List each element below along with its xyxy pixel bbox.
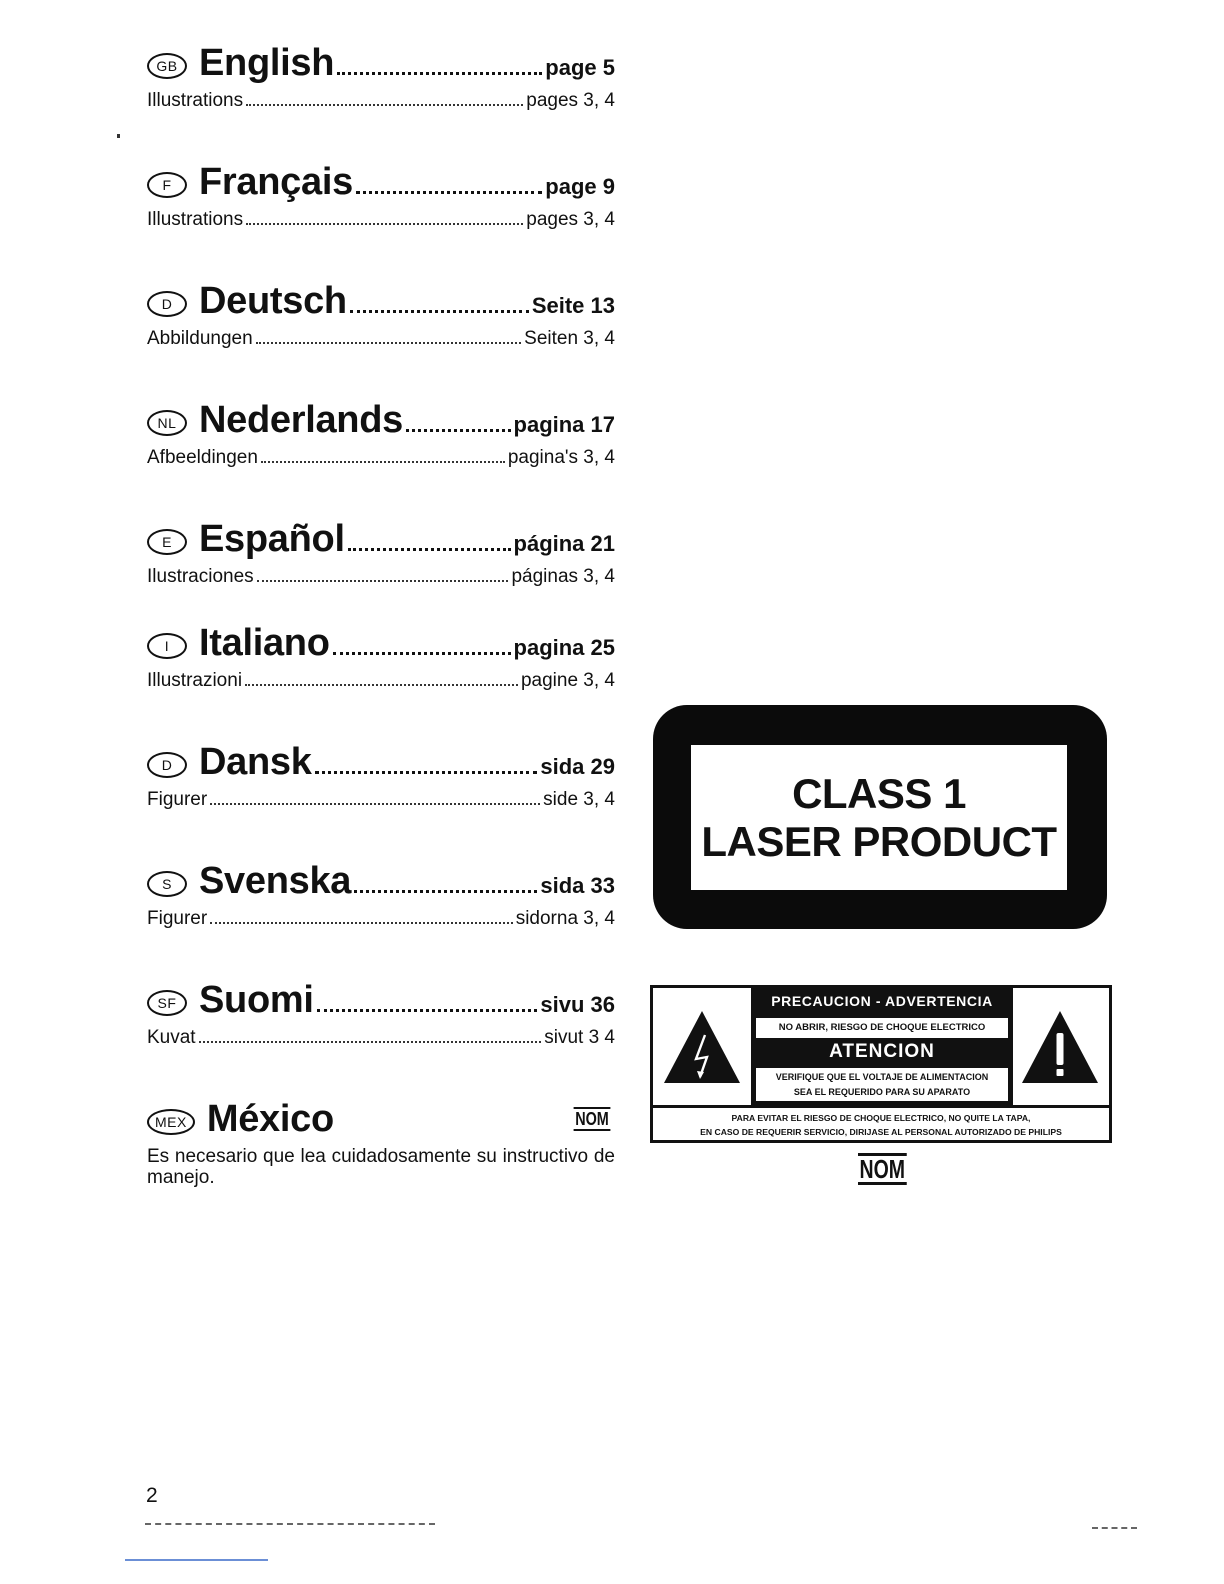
language-title: Italiano (199, 622, 330, 664)
dot-leader (261, 461, 505, 463)
warning-no-open-text: NO ABRIR, RIESGO DE CHOQUE ELECTRICO (756, 1018, 1008, 1038)
service-notice-line-2: EN CASO DE REQUERIR SERVICIO, DIRIJASE AL PERSONAL AUTORIZADO DE PHILIPS (700, 1127, 1062, 1137)
language-title: México (206, 1098, 334, 1140)
language-code-badge: D (147, 752, 187, 778)
dot-leader (246, 223, 523, 225)
language-code-badge: NL (147, 410, 187, 436)
dot-leader (348, 548, 511, 551)
toc-entry-dansk[interactable] (147, 741, 615, 860)
scan-speck (117, 134, 120, 138)
illustrations-label: Afbeeldingen (147, 447, 258, 468)
page-reference: sida 33 (540, 873, 615, 898)
illustrations-pages: side 3, 4 (543, 789, 615, 810)
dot-leader (333, 652, 511, 655)
page-number: 2 (146, 1484, 158, 1507)
page-reference: sivu 36 (540, 992, 615, 1017)
language-code-badge: F (147, 172, 187, 198)
illustrations-pages: sivut 3 4 (544, 1027, 615, 1048)
illustrations-label: Ilustraciones (147, 566, 254, 587)
exclamation-warning-icon (1011, 988, 1109, 1105)
illustrations-label: Illustrations (147, 90, 244, 111)
language-code-badge: MEX (147, 1109, 195, 1135)
toc-entry-francais[interactable] (147, 161, 615, 280)
language-code-badge: S (147, 871, 187, 897)
mexico-instruction-notice: Es necesario que lea cuidadosamente su instructivo de manejo. (147, 1146, 615, 1188)
language-title: Dansk (199, 741, 312, 783)
attention-header: ATENCION (829, 1041, 935, 1062)
lightning-warning-icon (653, 988, 751, 1105)
page-reference: página 21 (513, 531, 615, 556)
page-reference: pagina 25 (513, 635, 615, 660)
page-reference: sida 29 (540, 754, 615, 779)
illustrations-label: Kuvat (147, 1027, 196, 1048)
toc-entry-espanol[interactable] (147, 518, 615, 622)
illustrations-pages: páginas 3, 4 (511, 566, 615, 587)
language-title: Español (199, 518, 345, 560)
language-code-badge: GB (147, 53, 187, 79)
illustrations-label: Figurer (147, 789, 208, 810)
toc-entry-mexico (147, 1098, 615, 1217)
illustrations-pages: Seiten 3, 4 (524, 328, 615, 349)
service-notice-line-1: PARA EVITAR EL RIESGO DE CHOQUE ELECTRICO, NO QUITE LA TAPA, (731, 1113, 1031, 1123)
dot-leader (317, 1009, 538, 1012)
illustrations-label: Figurer (147, 908, 208, 929)
scan-artifact-line (145, 1523, 435, 1525)
toc-entry-italiano[interactable] (147, 622, 615, 741)
page-reference: page 9 (545, 174, 615, 199)
dot-leader (245, 684, 518, 686)
dot-leader (256, 342, 522, 344)
page-reference: page 5 (545, 55, 615, 80)
scan-artifact-line (1092, 1527, 1137, 1529)
language-table-of-contents (147, 42, 615, 1217)
toc-entry-suomi[interactable] (147, 979, 615, 1098)
illustrations-label: Illustrations (147, 209, 244, 230)
voltage-line-2: SEA EL REQUERIDO PARA SU APARATO (793, 1087, 971, 1097)
toc-entry-svenska[interactable] (147, 860, 615, 979)
illustrations-pages: pagine 3, 4 (520, 670, 615, 691)
dot-leader (246, 104, 523, 106)
language-title: Français (199, 161, 353, 203)
page-reference: pagina 17 (513, 412, 615, 437)
dot-leader (315, 771, 538, 774)
voltage-check-text (756, 1068, 1008, 1101)
language-title: Suomi (199, 979, 314, 1021)
dot-leader (210, 922, 513, 924)
dot-leader (337, 72, 542, 75)
illustrations-label: Abbildungen (147, 328, 253, 349)
language-code-badge: D (147, 291, 187, 317)
nom-certification-mark: NOM (859, 1154, 906, 1184)
language-code-badge: SF (147, 990, 187, 1016)
language-title: Deutsch (199, 280, 347, 322)
illustrations-pages: pagina's 3, 4 (507, 447, 615, 468)
electric-shock-warning-label (650, 985, 1112, 1143)
scan-artifact-line (125, 1559, 268, 1561)
language-title: Nederlands (199, 399, 403, 441)
class-1-laser-product-label (653, 705, 1107, 929)
toc-entry-nederlands[interactable] (147, 399, 615, 518)
voltage-line-1: VERIFIQUE QUE EL VOLTAJE DE ALIMENTACION (775, 1072, 989, 1082)
laser-product-text: LASER PRODUCT (701, 817, 1057, 865)
dot-leader (210, 803, 540, 805)
illustrations-label: Illustrazioni (147, 670, 243, 691)
warning-header: PRECAUCION - ADVERTENCIA (771, 993, 993, 1009)
dot-leader (199, 1041, 542, 1043)
dot-leader (257, 580, 509, 582)
illustrations-pages: sidorna 3, 4 (515, 908, 615, 929)
toc-entry-deutsch[interactable] (147, 280, 615, 399)
dot-leader (350, 310, 529, 313)
dot-leader (406, 429, 511, 432)
dot-leader (354, 890, 537, 893)
illustrations-pages: pages 3, 4 (526, 90, 615, 111)
language-title: Svenska (199, 860, 352, 902)
service-notice (653, 1105, 1109, 1140)
laser-class-text: CLASS 1 (792, 769, 966, 817)
language-title: English (199, 42, 335, 84)
illustrations-pages: pages 3, 4 (526, 209, 615, 230)
toc-entry-english[interactable] (147, 42, 615, 161)
language-code-badge: E (147, 529, 187, 555)
page-reference: Seite 13 (531, 293, 615, 318)
dot-leader (356, 191, 542, 194)
nom-certification-mark: NOM (575, 1109, 609, 1129)
language-code-badge: I (147, 633, 187, 659)
